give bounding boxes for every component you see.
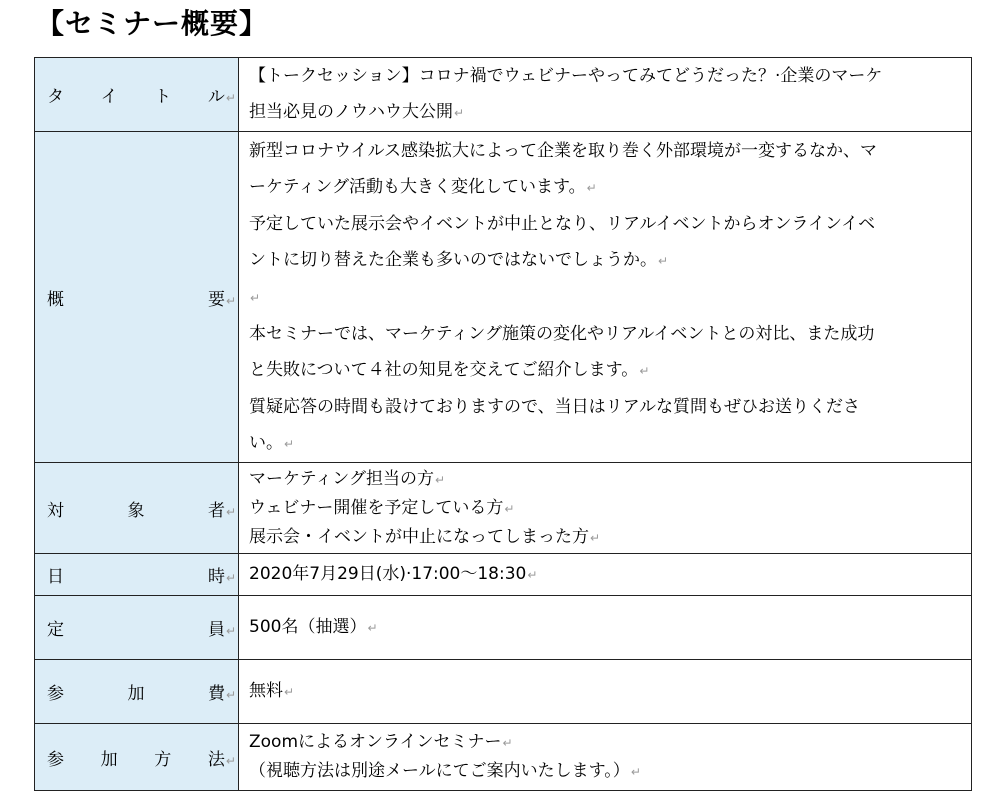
text-line: 500名（抽選）↵ xyxy=(249,617,378,637)
text-line: ーケティング活動も大きく変化しています。↵ xyxy=(249,176,597,197)
label-char: 者↵ xyxy=(207,500,236,521)
label-overview xyxy=(35,285,238,310)
value-cell-fee xyxy=(239,660,972,724)
label-char: イ xyxy=(100,87,118,107)
label-char: 日 xyxy=(47,567,64,587)
label-cell-fee xyxy=(35,660,239,724)
label-char: 員↵ xyxy=(207,620,236,640)
label-char: 象 xyxy=(127,500,145,521)
seminar-overview-table xyxy=(34,57,972,791)
value-cell-target xyxy=(239,463,972,554)
label-char: 概 xyxy=(47,289,64,310)
label-char: 時↵ xyxy=(207,567,236,587)
label-cell-capacity xyxy=(35,596,239,660)
text-line: 予定していた展示会やイベントが中止となり、リアルイベントからオンラインイベ xyxy=(249,213,876,234)
return-mark-icon: ↵ xyxy=(586,180,597,195)
return-mark-icon: ↵ xyxy=(454,106,465,120)
label-char: 定 xyxy=(47,620,64,640)
return-mark-icon: ↵ xyxy=(630,765,641,779)
label-char: 方 xyxy=(154,749,172,770)
label-char: 参 xyxy=(47,684,64,704)
label-cell-target xyxy=(35,463,239,554)
text-line: 展示会・イベントが中止になってしまった方↵ xyxy=(249,526,601,547)
text-line: と失敗について４社の知見を交えてご紹介します。↵ xyxy=(249,359,650,380)
label-char: ル↵ xyxy=(207,87,236,107)
label-char: 加 xyxy=(127,684,145,704)
label-char: 法↵ xyxy=(207,749,236,770)
row-title xyxy=(35,58,972,132)
row-method xyxy=(35,724,972,791)
text-line: 本セミナーでは、マーケティング施策の変化やリアルイベントとの対比、また成功 xyxy=(249,323,875,344)
label-char: 加 xyxy=(100,749,118,770)
text-line: い。↵ xyxy=(249,432,295,453)
text-line: 新型コロナウイルス感染拡大によって企業を取り巻く外部環境が一変するなか、マ xyxy=(249,140,877,161)
value-cell-title xyxy=(239,58,972,132)
label-target xyxy=(35,496,238,521)
value-cell-datetime xyxy=(239,554,972,596)
label-cell-overview xyxy=(35,132,239,463)
label-char: タ xyxy=(47,87,64,107)
row-overview xyxy=(35,132,972,463)
return-mark-icon: ↵ xyxy=(284,685,295,699)
return-mark-icon: ↵ xyxy=(250,290,261,305)
label-char: 対 xyxy=(47,500,64,521)
return-mark-icon: ↵ xyxy=(225,293,236,308)
value-cell-capacity xyxy=(239,596,972,660)
value-cell-overview xyxy=(239,132,972,463)
label-cell-method xyxy=(35,724,239,791)
label-cell-datetime xyxy=(35,554,239,596)
return-mark-icon: ↵ xyxy=(639,363,650,378)
return-mark-icon: ↵ xyxy=(527,568,538,582)
return-mark-icon: ↵ xyxy=(434,472,446,487)
label-datetime xyxy=(35,562,238,587)
label-cell-title xyxy=(35,58,239,132)
return-mark-icon: ↵ xyxy=(225,688,236,702)
label-char: 要↵ xyxy=(207,289,236,310)
return-mark-icon: ↵ xyxy=(284,436,295,451)
text-line: Zoomによるオンラインセミナー↵ xyxy=(249,732,513,752)
return-mark-icon: ↵ xyxy=(502,736,513,750)
return-mark-icon: ↵ xyxy=(225,753,236,768)
return-mark-icon: ↵ xyxy=(225,624,236,638)
text-line: 質疑応答の時間も設けておりますので、当日はリアルな質問もぜひお送りくださ xyxy=(249,396,860,417)
return-mark-icon: ↵ xyxy=(225,91,236,105)
label-char: 費↵ xyxy=(207,684,236,704)
text-line-empty xyxy=(249,279,965,316)
text-line: ウェビナー開催を予定している方↵ xyxy=(249,497,515,518)
label-method xyxy=(35,745,238,770)
value-cell-method xyxy=(239,724,972,791)
return-mark-icon: ↵ xyxy=(590,530,601,545)
return-mark-icon: ↵ xyxy=(658,253,669,268)
row-fee xyxy=(35,660,972,724)
label-char: 参 xyxy=(47,749,64,770)
label-title xyxy=(35,82,238,107)
return-mark-icon: ↵ xyxy=(225,504,236,519)
row-datetime xyxy=(35,554,972,596)
text-line: 無料↵ xyxy=(249,681,295,701)
text-line: 担当必見のノウハウ大公開↵ xyxy=(249,102,465,122)
row-capacity xyxy=(35,596,972,660)
label-capacity xyxy=(35,615,238,640)
return-mark-icon: ↵ xyxy=(225,571,236,585)
section-heading: 【セミナー概要】 xyxy=(36,7,269,40)
label-fee xyxy=(35,679,238,704)
return-mark-icon: ↵ xyxy=(504,501,515,516)
return-mark-icon: ↵ xyxy=(367,621,378,635)
text-line: マーケティング担当の方↵ xyxy=(249,468,446,489)
text-line: （視聴方法は別途メールにてご案内いたします。）↵ xyxy=(249,761,641,781)
label-char: ト xyxy=(154,87,172,107)
text-line: 2020年7月29日(水)·17:00〜18:30↵ xyxy=(249,564,538,584)
row-target xyxy=(35,463,972,554)
text-line: ントに切り替えた企業も多いのではないでしょうか。↵ xyxy=(249,249,669,270)
text-line: 【トークセッション】コロナ禍でウェビナーやってみてどうだった？·企業のマーケ xyxy=(249,66,883,86)
